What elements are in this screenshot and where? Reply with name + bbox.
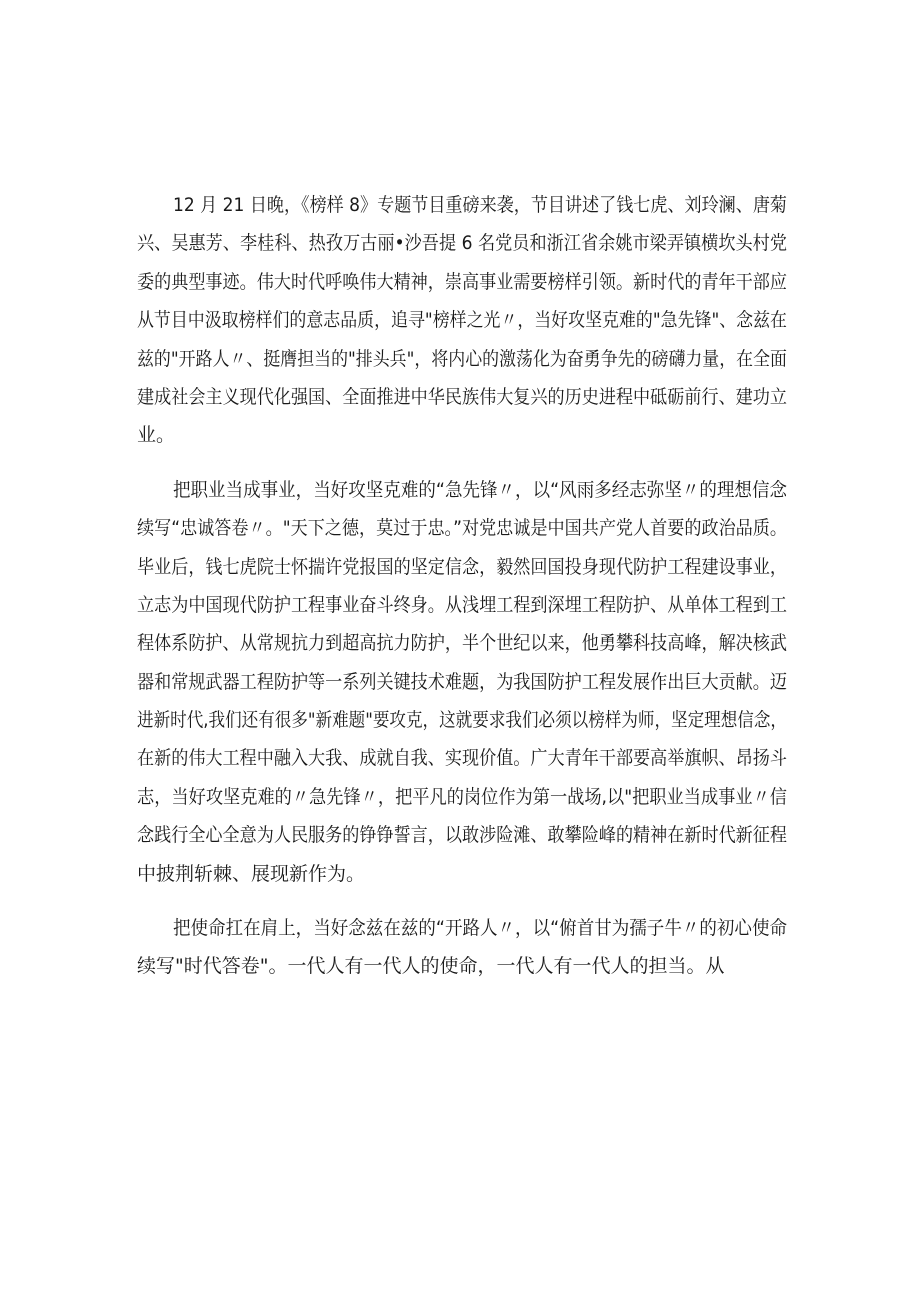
text-line: 业。: [137, 424, 176, 447]
text-line: 12 月 21 日晚，《榜样 8》专题节目重磅来袭，节目讲述了钱七虎、刘玲澜、唐菊: [173, 194, 787, 216]
document-page: [137, 186, 787, 1002]
text-line: 续写"时代答卷"。一代人有一代人的使命，一代人有一代人的担当。从: [137, 955, 725, 978]
text-line: 委的典型事迹。伟大时代呼唤伟大精神，崇高事业需要榜样引领。新时代的青年干部应: [137, 270, 787, 293]
text-line: 建成社会主义现代化强国、全面推进中华民族伟大复兴的历史进程中砥砺前行、建功立: [137, 385, 787, 408]
text-line: 从节目中汲取榜样们的意志品质，追寻"榜样之光〃，当好攻坚克难的"急先锋"、念兹在: [137, 309, 787, 332]
text-line: 立志为中国现代防护工程事业奋斗终身。从浅埋工程到深埋工程防护、从单体工程到工: [137, 593, 787, 616]
paragraph-2: [137, 471, 787, 893]
text-line: 续写“忠诚答卷〃。"天下之德，莫过于忠。”对党忠诚是中国共产党人首要的政治品质。: [137, 517, 787, 540]
text-line: 志，当好攻坚克难的〃急先锋〃，把平凡的岗位作为第一战场,以"把职业当成事业〃信: [137, 785, 787, 808]
text-line: 毕业后，钱七虎院士怀揣许党报国的坚定信念，毅然回国投身现代防护工程建设事业，: [137, 555, 787, 578]
text-line: 在新的伟大工程中融入大我、成就自我、实现价值。广大青年干部要高举旗帜、昂扬斗: [137, 747, 787, 770]
text-line: 进新时代,我们还有很多"新难题"要攻克，这就要求我们必须以榜样为师，坚定理想信念，: [137, 709, 787, 732]
text-line: 中披荆斩棘、展现新作为。: [137, 862, 366, 885]
text-line: 念践行全心全意为人民服务的铮铮誓言，以敢涉险滩、敢攀险峰的精神在新时代新征程: [137, 824, 787, 847]
paragraph-1: [137, 186, 787, 455]
text-line: 兹的"开路人〃、挺膺担当的"排头兵"，将内心的激荡化为奋勇争先的磅礴力量，在全面: [137, 347, 787, 370]
text-line: 程体系防护、从常规抗力到超高抗力防护，半个世纪以来，他勇攀科技高峰，解决核武: [137, 632, 787, 655]
paragraph-3: [137, 909, 787, 986]
text-line: 把职业当成事业，当好攻坚克难的“急先锋〃，以“风雨多经志弥坚〃的理想信念: [173, 478, 787, 501]
text-line: 把使命扛在肩上，当好念兹在兹的“开路人〃，以“俯首甘为孺子牛〃的初心使命: [173, 917, 787, 940]
text-line: 兴、吴惠芳、李桂科、热孜万古丽•沙吾提 6 名党员和浙江省余姚市梁弄镇横坎头村党: [137, 232, 787, 255]
text-line: 器和常规武器工程防护等一系列关键技术难题，为我国防护工程发展作出巨大贡献。迈: [137, 670, 787, 693]
